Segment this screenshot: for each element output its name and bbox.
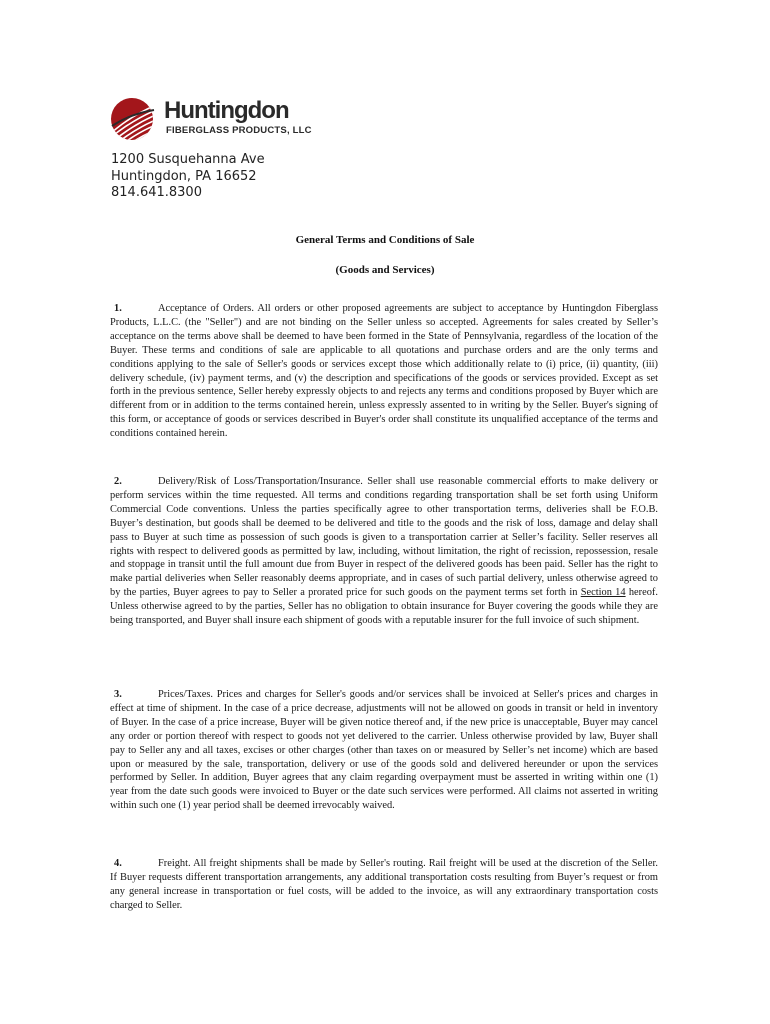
document-subtitle: (Goods and Services) <box>335 264 435 276</box>
section-text: Freight. All freight shipments shall be made by Seller's routing. Rail freight will be used at the discretion of the Seller. If Buyer requests different transportation arrangements, any additional transportation costs resulting from Buyer’s request or from any general increase in transportation or fuel costs, will be added to the invoice, as will any extraordinary transportation costs charged to Seller. <box>110 858 658 911</box>
section-prices-taxes <box>110 688 658 813</box>
section-text: Acceptance of Orders. All orders or other proposed agreements are subject to acceptance by Huntingdon Fiberglass Products, L.L.C. (the "Seller") and are not binding on the Seller unless so accepted. Agreements for sales created by Seller’s acceptance on the terms above shall be deemed to have been formed in the State of Pennsylvania, regardless of the location of the Buyer. These terms and conditions of sale are applicable to all quotations and purchase orders and are the only terms and conditions applying to the sale of Seller's goods or services except those which additionally relate to (i) price, (ii) quantity, (iii) delivery schedule, (iv) payment terms, and (v) the description and specifications of the goods or services provided. Except as set forth in the previous sentence, Seller hereby expressly objects to and rejects any terms and conditions proposed by Buyer which are different from or in addition to the terms contained herein, unless expressly assented to in writing by the Seller. Buyer's signing of this form, or acceptance of goods or services described in Buyer's order shall constitute its unqualified acceptance of the terms and conditions contained herein. <box>110 303 658 440</box>
section-number: 3. <box>114 689 122 700</box>
section-freight <box>110 857 658 913</box>
address-street: 1200 Susquehanna Ave <box>111 152 265 167</box>
section-acceptance-of-orders <box>110 302 658 441</box>
section-delivery <box>110 475 658 628</box>
section-14-link[interactable]: Section 14 <box>580 587 626 599</box>
section-number: 1. <box>114 303 122 314</box>
address-phone: 814.641.8300 <box>111 185 202 200</box>
document-title: General Terms and Conditions of Sale <box>295 234 475 246</box>
company-logo <box>110 96 330 142</box>
address-city: Huntingdon, PA 16652 <box>111 168 257 184</box>
section-number: 2. <box>114 476 122 487</box>
logo-subtitle: FIBERGLASS PRODUCTS, LLC <box>166 125 312 136</box>
logo-globe-icon <box>110 96 160 142</box>
section-number: 4. <box>114 858 122 869</box>
logo-brand-name: Huntingdon <box>164 97 289 124</box>
section-text: Prices/Taxes. Prices and charges for Seller's goods and/or services shall be invoiced at Seller's prices and charges in effect at time of shipment. In the case of a price decrease, adjustments will not be allowed on goods in transit or held in inventory of Buyer. In the case of a price increase, Buyer will be given notice thereof and, if the new price is unacceptable, Buyer may cancel any order or portion thereof with respect to goods not yet delivered to the carrier. Unless otherwise provided by law, Buyer shall pay to Seller any and all taxes, excises or other charges (other than taxes on or measured by Seller’s net income) which are based upon or measured by the sale, transportation, delivery or use of the goods sold and delivered hereunder or upon the services performed by Seller. In addition, Buyer agrees that any claim regarding overpayment must be asserted in writing within one (1) year from the date such goods were invoiced to Buyer or the date such services were performed. All claims not asserted in writing within such one (1) year period shall be deemed irrevocably waived. <box>110 689 658 812</box>
section-text: Delivery/Risk of Loss/Transportation/Insurance. Seller shall use reasonable commercial efforts to make delivery or perform services within the time requested. All terms and conditions regarding transportation shall be set forth using Uniform Commercial Code conventions. Unless the parties specifically agree to other transportation terms, deliveries shall be F.O.B. Buyer’s destination, but goods shall be deemed to be delivered and title to the goods and the risk of loss, damage and delay shall pass to Buyer at such time as possession of such goods is given to a transportation carrier at Seller’s facility. Seller reserves all rights with respect to delivered goods as permitted by law, including, without limitation, the right of recission, repossession, resale and stoppage in transit until the full amount due from Buyer in respect of the delivered goods has been paid. Seller has the right to make partial deliveries when Seller reasonably deems appropriate, and in cases of such partial delivery, unless otherwise agreed to by the parties, Buyer agrees to pay to Seller a prorated price for such goods on the payment terms set forth in <box>110 476 658 599</box>
section-text-continued: hereof. Unless otherwise agreed to by the parties, Seller has no obligation to obtain insurance for Buyer covering the goods while they are being transported, and Buyer shall insure each shipment of goods with a reputable insurer for the full invoice of such shipment. <box>110 587 658 627</box>
company-address <box>111 152 265 202</box>
